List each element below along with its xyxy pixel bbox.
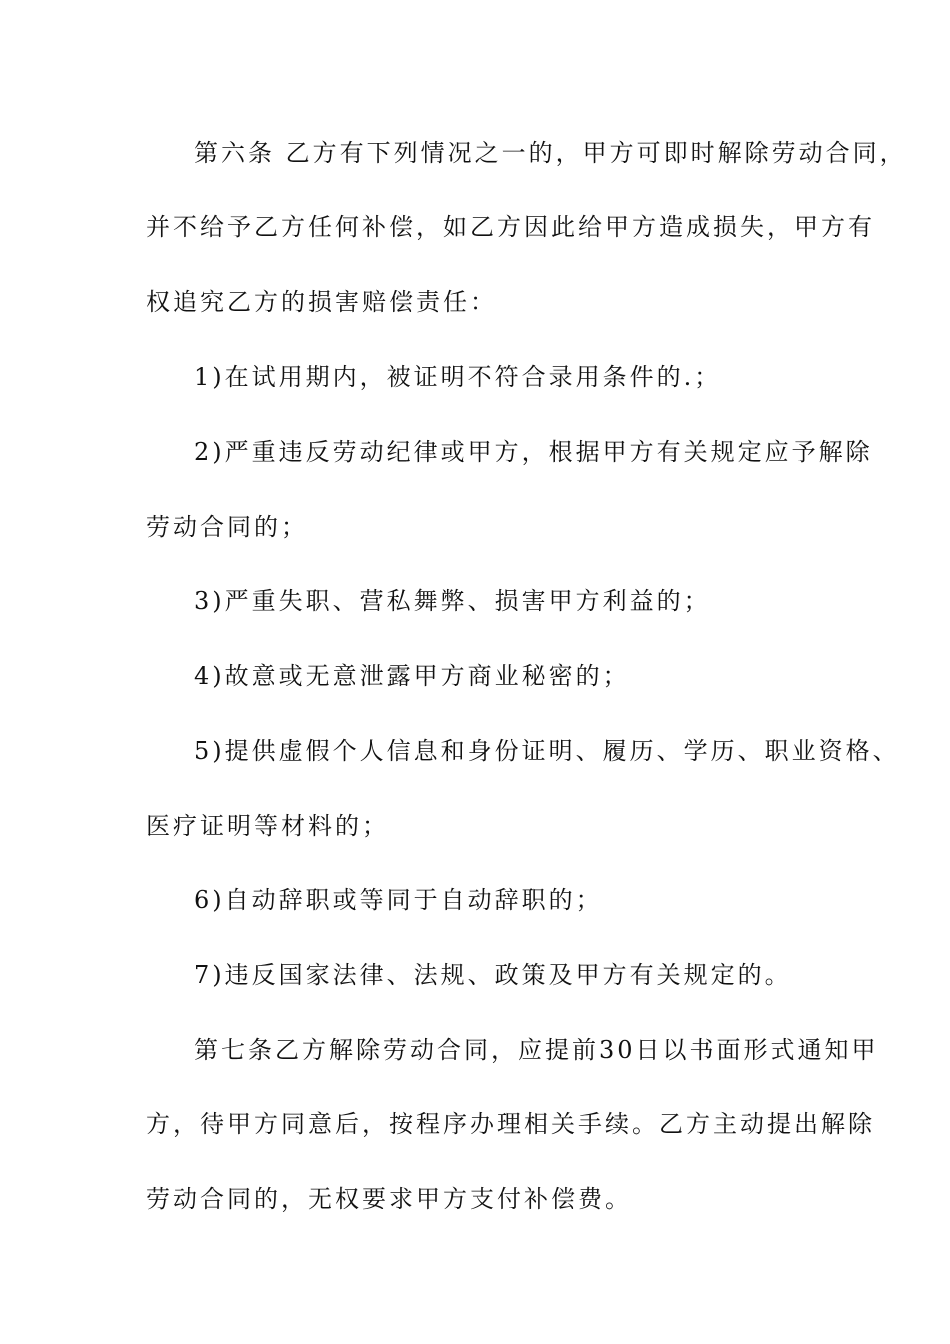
clause-4: 4)故意或无意泄露甲方商业秘密的； [194,662,630,690]
clause-7: 7)违反国家法律、法规、政策及甲方有关规定的。 [194,961,792,989]
article-6-line-1: 第六条 乙方有下列情况之一的，甲方可即时解除劳动合同， [194,139,907,167]
clause-5-line-1: 5)提供虚假个人信息和身份证明、履历、学历、职业资格、 [194,737,900,765]
clause-6: 6)自动辞职或等同于自动辞职的； [194,886,603,914]
article-7-line-3: 劳动合同的，无权要求甲方支付补偿费。 [146,1185,632,1213]
clause-5-line-2: 医疗证明等材料的； [146,812,389,840]
article-6-line-3: 权追究乙方的损害赔偿责任： [146,288,497,316]
clause-2-line-2: 劳动合同的； [146,513,308,541]
article-6-line-2: 并不给予乙方任何补偿，如乙方因此给甲方造成损失，甲方有 [146,213,875,241]
article-7-line-1: 第七条乙方解除劳动合同，应提前30日以书面形式通知甲 [194,1036,879,1064]
article-7-line-2: 方，待甲方同意后，按程序办理相关手续。乙方主动提出解除 [146,1110,875,1138]
clause-1: 1)在试用期内，被证明不符合录用条件的.； [194,363,722,391]
clause-3: 3)严重失职、营私舞弊、损害甲方利益的； [194,587,711,615]
clause-2-line-1: 2)严重违反劳动纪律或甲方，根据甲方有关规定应予解除 [194,438,873,466]
